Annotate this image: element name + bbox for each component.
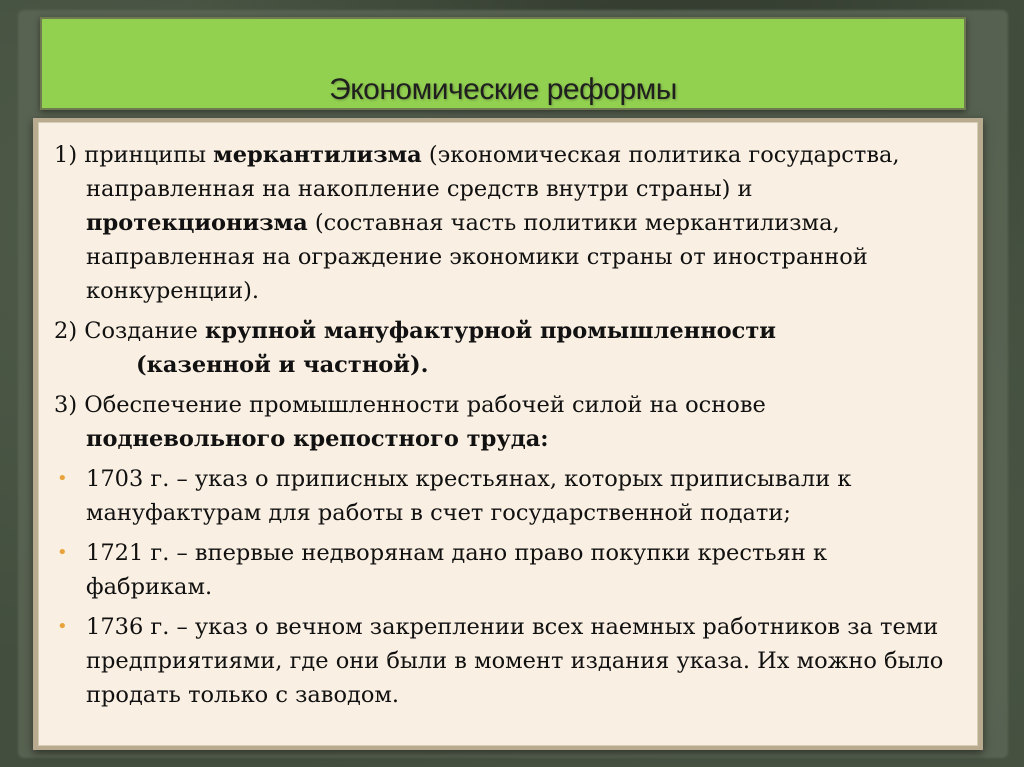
item-1-bold-mercantilism: меркантилизма xyxy=(213,142,422,168)
bullet-item-1703 xyxy=(54,462,954,530)
item-1-text: принципы xyxy=(84,142,214,168)
bullet-icon: • xyxy=(57,468,68,489)
bullet-item-1721 xyxy=(54,536,954,604)
bullet-icon: • xyxy=(57,542,68,563)
bullet-year: 1703 г. xyxy=(86,466,170,492)
item-1-bold-protectionism: протекционизма xyxy=(86,210,308,236)
bullet-text: – указ о приписных крестьянах, которых приписывали к мануфактурам для работы в счет государственной подати; xyxy=(86,466,852,526)
title-bar xyxy=(40,17,966,110)
bullet-year: 1736 г. xyxy=(86,614,170,640)
slide-title: Экономические реформы xyxy=(329,73,677,106)
item-2-continuation xyxy=(86,352,428,378)
item-3-number: 3) xyxy=(54,392,85,418)
item-2-bold-continuation: (казенной и частной). xyxy=(136,352,429,378)
item-3-bold: подневольного крепостного труда: xyxy=(86,426,549,452)
item-1-number: 1) xyxy=(54,142,85,168)
item-3 xyxy=(54,388,954,456)
bullet-year: 1721 г. xyxy=(86,540,170,566)
item-2 xyxy=(54,314,954,382)
slide-body xyxy=(54,138,954,712)
item-2-number: 2) xyxy=(54,318,85,344)
item-2-text: Создание xyxy=(84,318,206,344)
bullet-item-1736 xyxy=(54,610,954,712)
item-3-text: Обеспечение промышленности рабочей силой на основе xyxy=(84,392,766,418)
item-1 xyxy=(54,138,954,308)
bullet-text: – указ о вечном закреплении всех наемных работников за теми предприятиями, где они были в момент издания указа. Их можно было продать только с заводом. xyxy=(86,614,944,708)
bullet-text: – впервые недворянам дано право покупки крестьян к фабрикам. xyxy=(86,540,828,600)
item-2-bold: крупной мануфактурной промышленности xyxy=(205,318,776,344)
item-1-text: (составная часть политики меркантилизма, направленная на ограждение экономики страны от иностранной конкуренции). xyxy=(86,210,868,304)
item-1-text: (экономическая политика государства, направленная на накопление средств внутри страны) и xyxy=(86,142,900,202)
bullet-icon: • xyxy=(57,616,68,637)
